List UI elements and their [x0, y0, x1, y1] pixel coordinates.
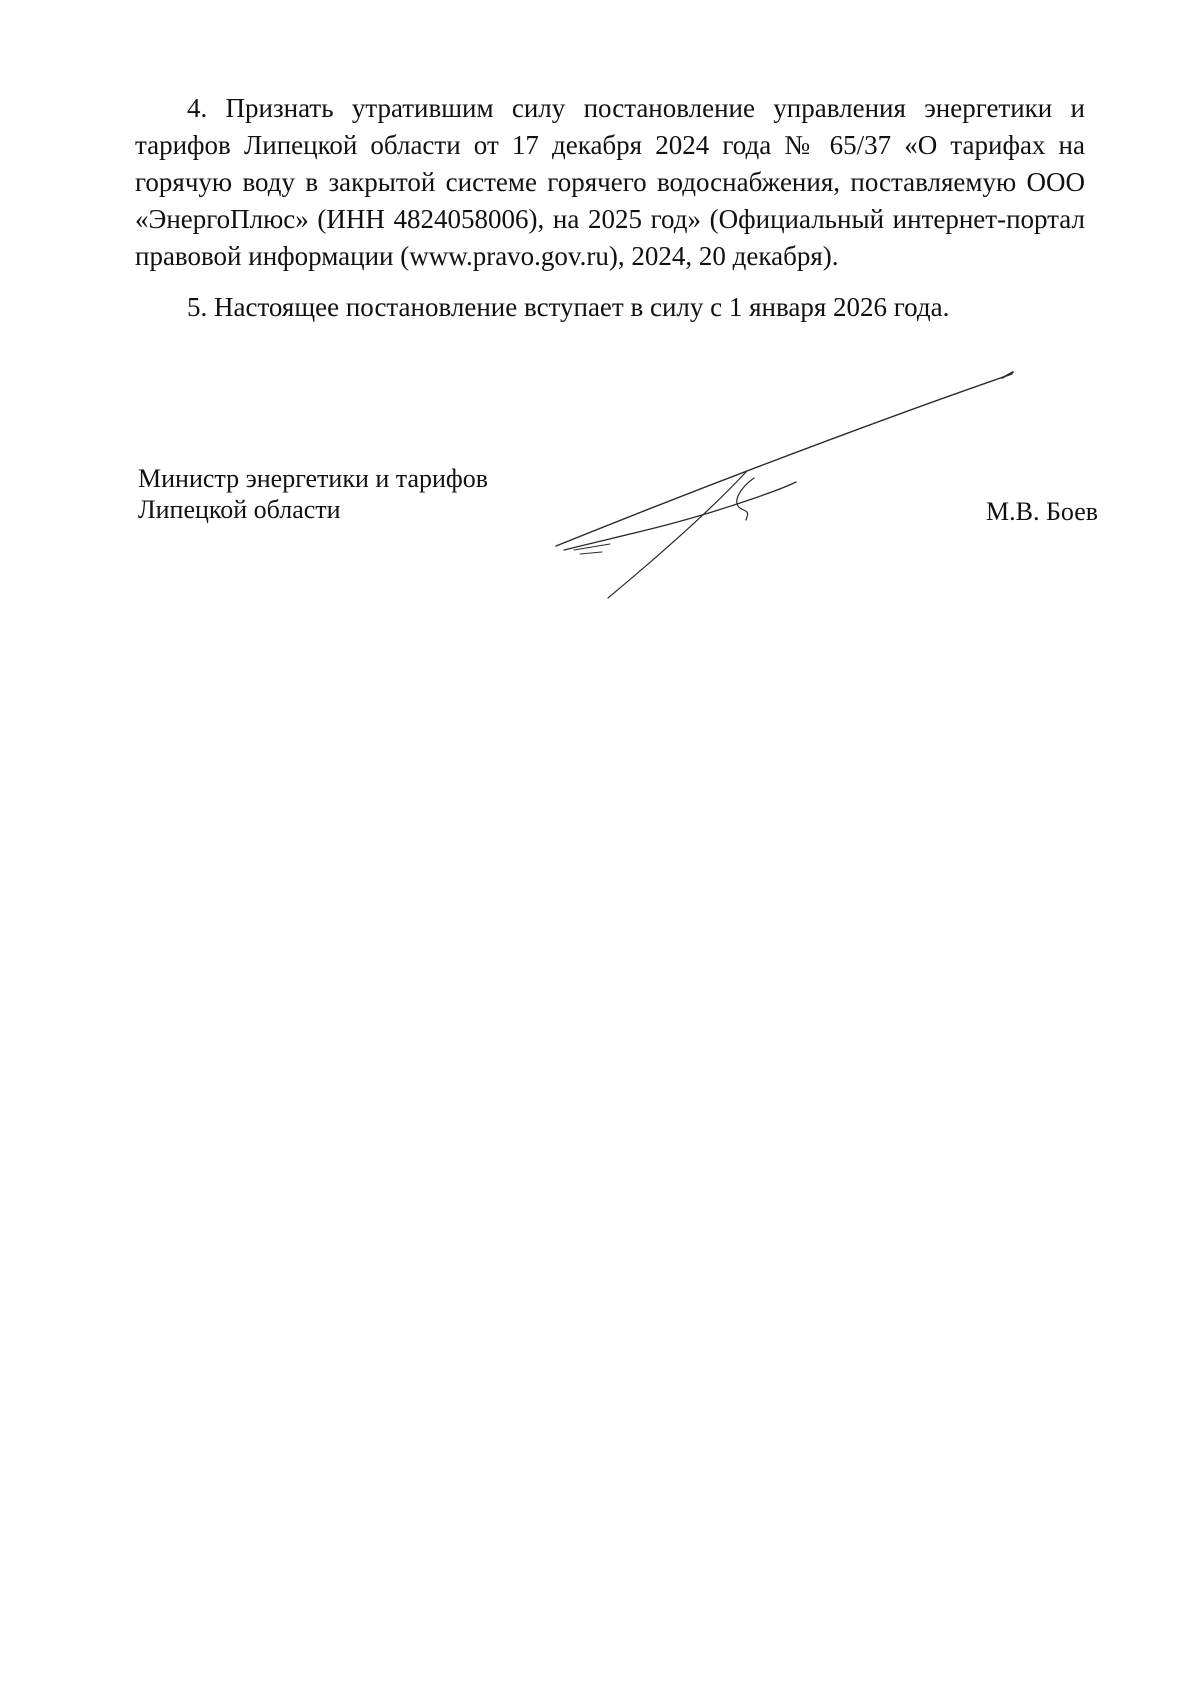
signer-position-line1: Министр энергетики и тарифов [138, 464, 489, 493]
signature-ticks [574, 544, 610, 554]
signer-name: М.В. Боев [986, 497, 1099, 526]
document-body [135, 90, 1085, 326]
signer-position-line2: Липецкой области [138, 495, 341, 524]
handwritten-signature [550, 360, 1030, 610]
paragraph-4: 4. Признать утратившим силу постановление управления энергетики и тарифов Липецкой области от 17 декабря 2024 года № 65/37 «О тарифах на горячую воду в закрытой системе горячего водоснабжения, поставляемую ООО «ЭнергоПлюс» (ИНН 4824058006), на 2025 год» (Официальный интернет-портал правовой информации (www.pravo.gov.ru), 2024, 20 декабря). [135, 93, 1085, 271]
signature-main-stroke [556, 374, 1012, 546]
signature-lower-stroke [564, 482, 796, 550]
signer-position [138, 463, 488, 525]
signature-upper-tail [1002, 372, 1013, 378]
paragraph-5: 5. Настоящее постановление вступает в силу с 1 января 2026 года. [187, 292, 950, 322]
